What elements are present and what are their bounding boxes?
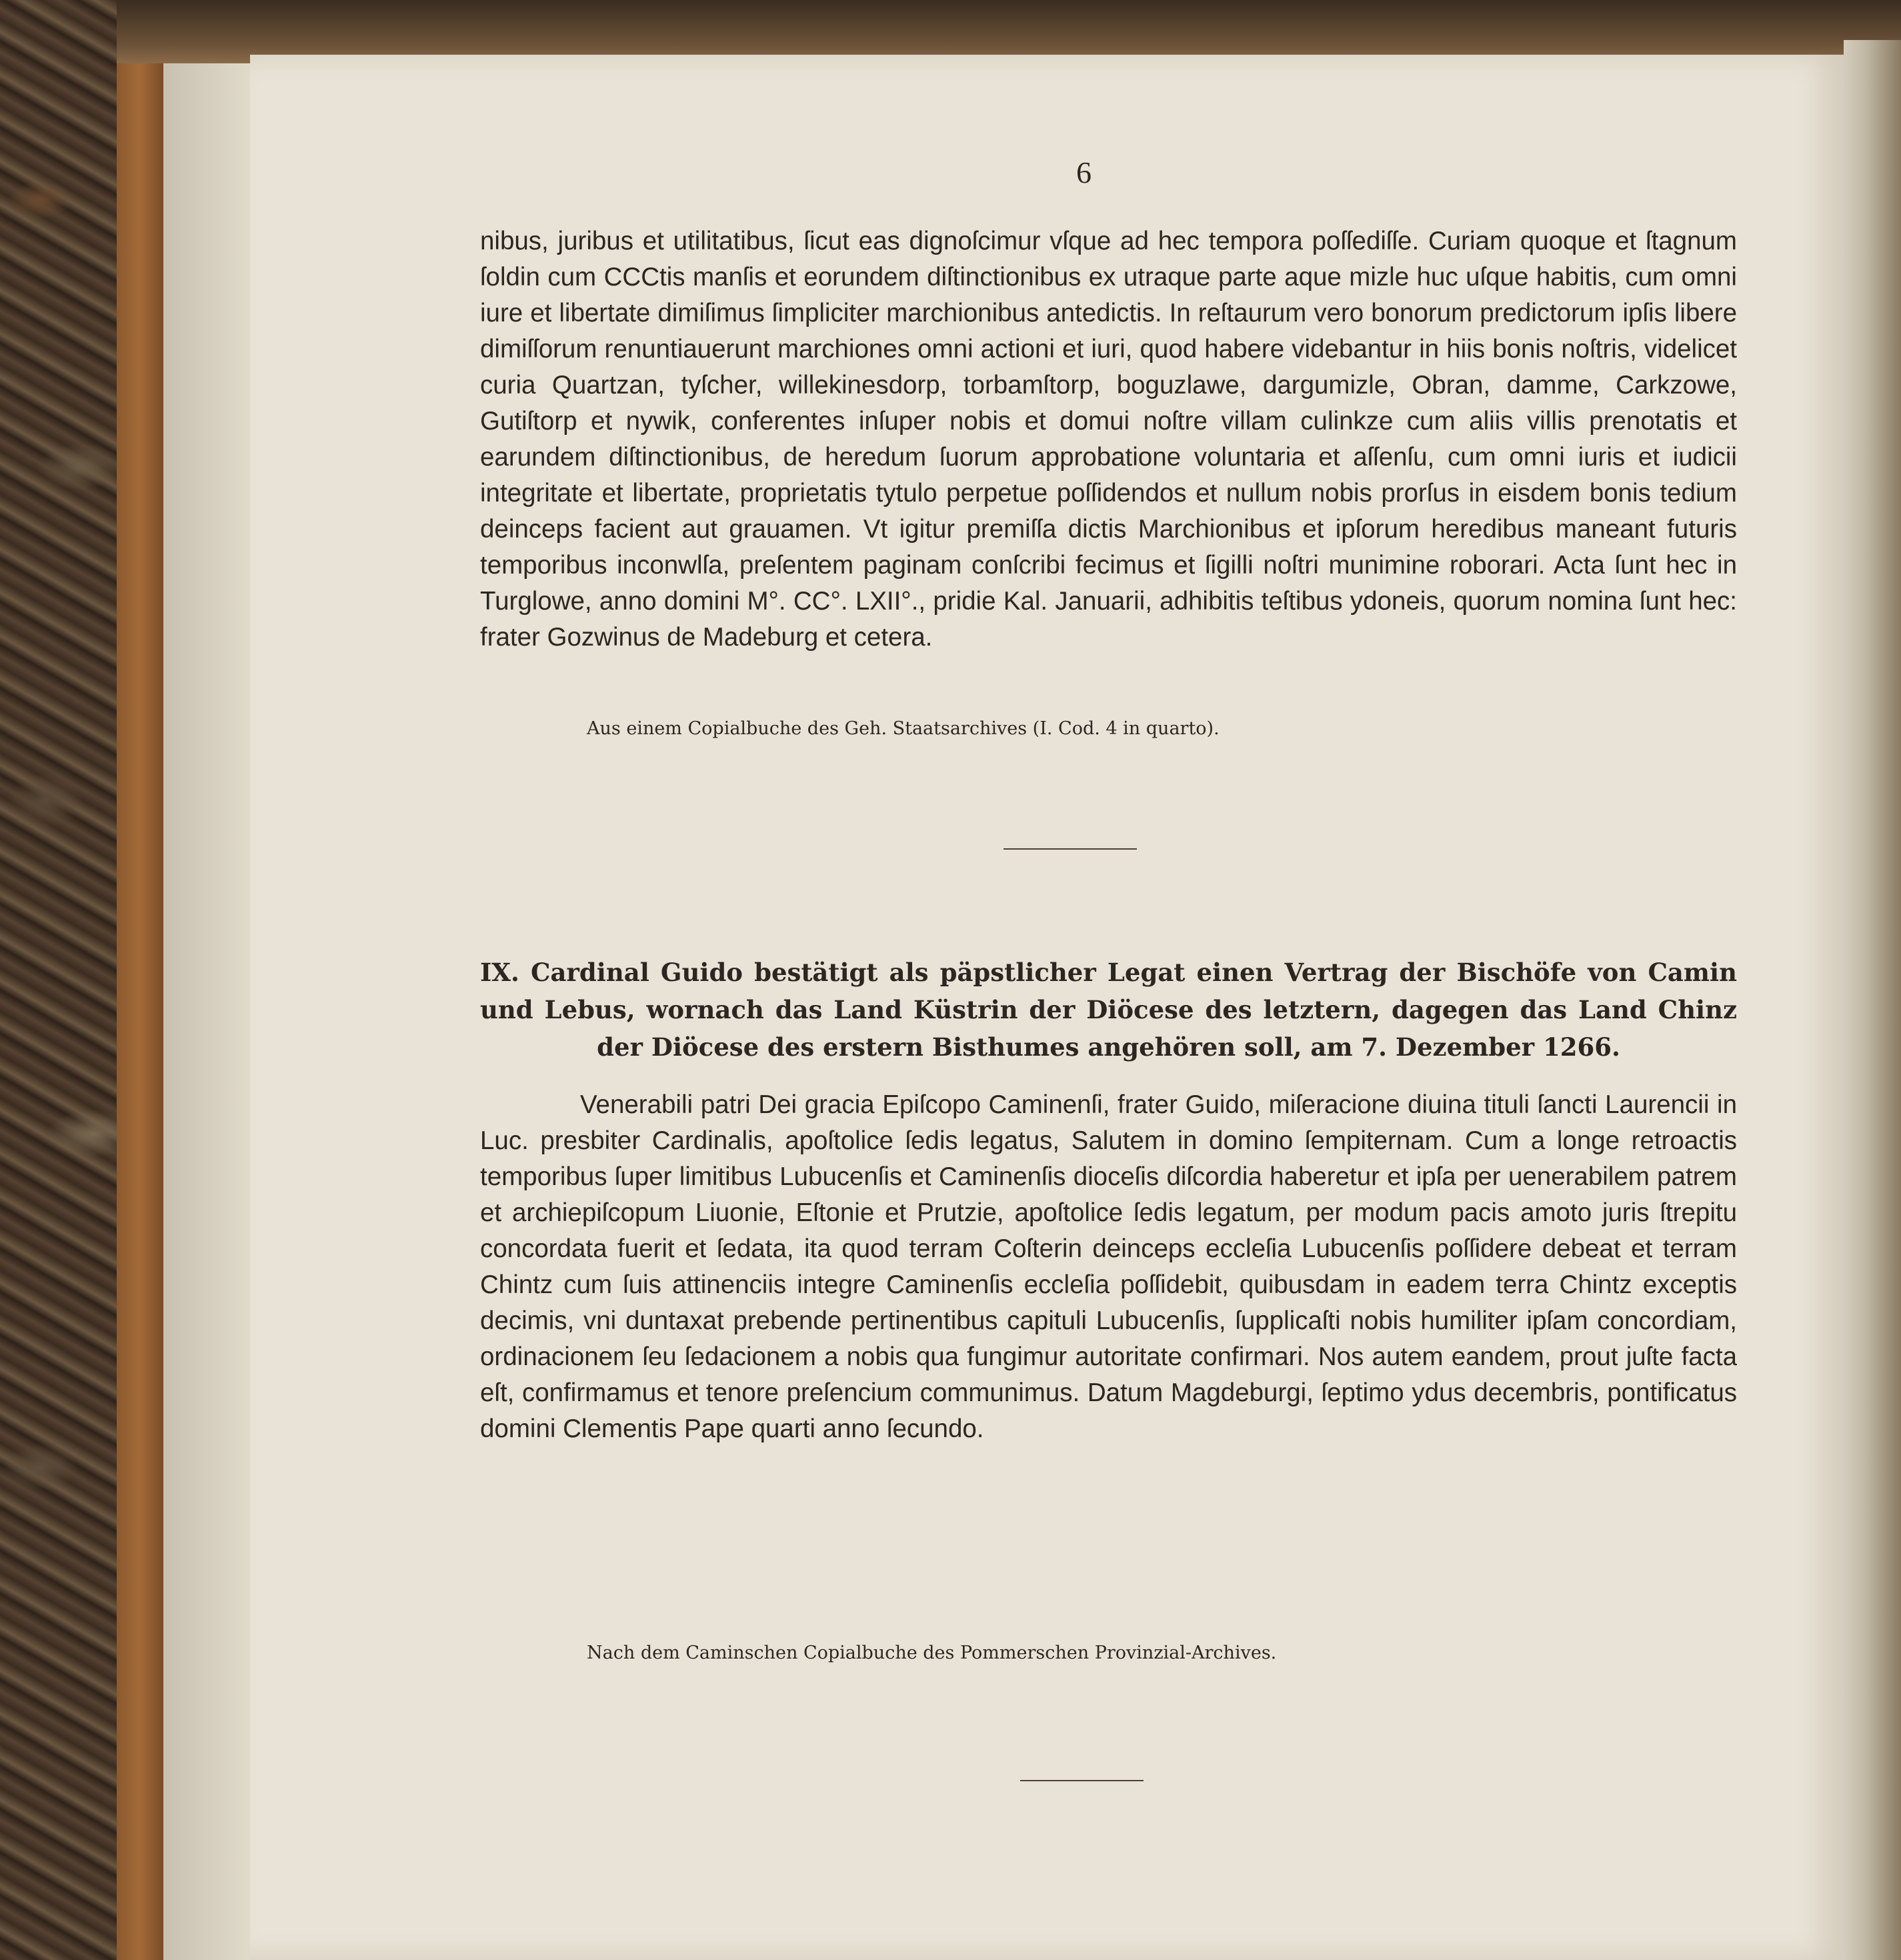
- page-number: 6: [1076, 155, 1092, 189]
- page-stack-edge: [1844, 40, 1901, 1960]
- section-divider: [1004, 848, 1137, 850]
- book-top-edge: [117, 0, 1901, 63]
- inner-cover-board: [163, 0, 250, 1960]
- letter-source-note: Nach dem Caminschen Copialbuche des Pommerschen Provinzial-Archives.: [587, 1643, 1277, 1663]
- letter-text: Venerabili patri Dei gracia Epiſcopo Caminenſi, frater Guido, miſeracione diuina tituli ſancti Laurencii in Luc. presbiter Cardinalis, apoſtolice ſedis legatus, Salutem in domino ſempiternam. Cum a longe retroactis temporibus ſuper limitibus Lubucenſis et Caminenſis dioceſis diſcordia haberetur et ipſa per uenerabilem patrem et archiepiſcopum Liuonie, Eſtonie et Prutzie, apoſtolice ſedis legatum, per modum pacis amoto juris ſtrepitu concordata fuerit et ſedata, ita quod terram Coſterin deinceps eccleſia Lubucenſis poſſidere debeat et terram Chintz cum ſuis attinenciis integre Caminenſis eccleſia poſſidebit, quibusdam in eadem terra Chintz exceptis decimis, vni duntaxat prebende pertinentibus capituli Lubucenſis, ſupplicaſti nobis humiliter ipſam concordiam, ordinacionem ſeu ſedacionem a nobis qua fungimur autoritate confirmari. Nos autem eandem, prout juſte facta eſt, confirmamus et tenore preſencium communimus. Datum Magdeburgi, ſeptimo ydus decembris, pontificatus domini Clementis Pape quarti anno ſecundo.: [480, 1090, 1737, 1443]
- charter-source-note: Aus einem Copialbuche des Geh. Staatsarchives (I. Cod. 4 in quarto).: [587, 718, 1220, 739]
- leather-spine-edge: [117, 0, 163, 1960]
- charter-text: nibus, juribus et utilitatibus, ſicut eas dignoſcimur vſque ad hec tempora poſſediſſe. Curiam quoque et ſtagnum ſoldin cum CCCtis manſis et eorundem diſtinctionibus ex utraque parte aque mizle huc uſque habitis, cum omni iure et libertate dimiſimus ſimpliciter marchionibus antedictis. In reſtaurum vero bonorum predictorum ipſis libere dimiſſorum renuntiauerunt marchiones omni actioni et iuri, quod habere videbantur in hiis bonis noſtris, videlicet curia Quartzan, tyſcher, willekinesdorp, torbamſtorp, boguzlawe, dargumizle, Obran, damme, Carkzowe, Gutiſtorp et nywik, conferentes inſuper nobis et domui noſtre villam culinkze cum aliis villis prenotatis et earundem diſtinctionibus, de heredum ſuorum approbatione voluntaria et aſſenſu, cum omni iuris et iudicii integritate et libertate, proprietatis tytulo perpetue poſſidendos et nullum nobis prorſus in eisdem bonis tedium deinceps facient aut grauamen. Vt igitur premiſſa dictis Marchionibus et ipſorum heredibus maneant futuris temporibus inconwlſa, preſentem paginam conſcribi fecimus et ſigilli noſtri munimine roborari. Acta ſunt hec in Turglowe, anno domini M°. CC°. LXII°., pridie Kal. Januarii, adhibitis teſtibus ydoneis, quorum nomina ſunt hec: frater Gozwinus de Madeburg et cetera.: [480, 227, 1737, 652]
- section-divider-end: [1020, 1780, 1144, 1781]
- section-heading: IX. Cardinal Guido bestätigt als päpstlicher Legat einen Vertrag der Bischöfe von Camin und Lebus, wornach das Land Küstrin der Diöcese des letztern, dagegen das Land Chinz der Diöcese des erstern Bisthumes angehören soll, am 7. Dezember 1266.: [480, 958, 1737, 1062]
